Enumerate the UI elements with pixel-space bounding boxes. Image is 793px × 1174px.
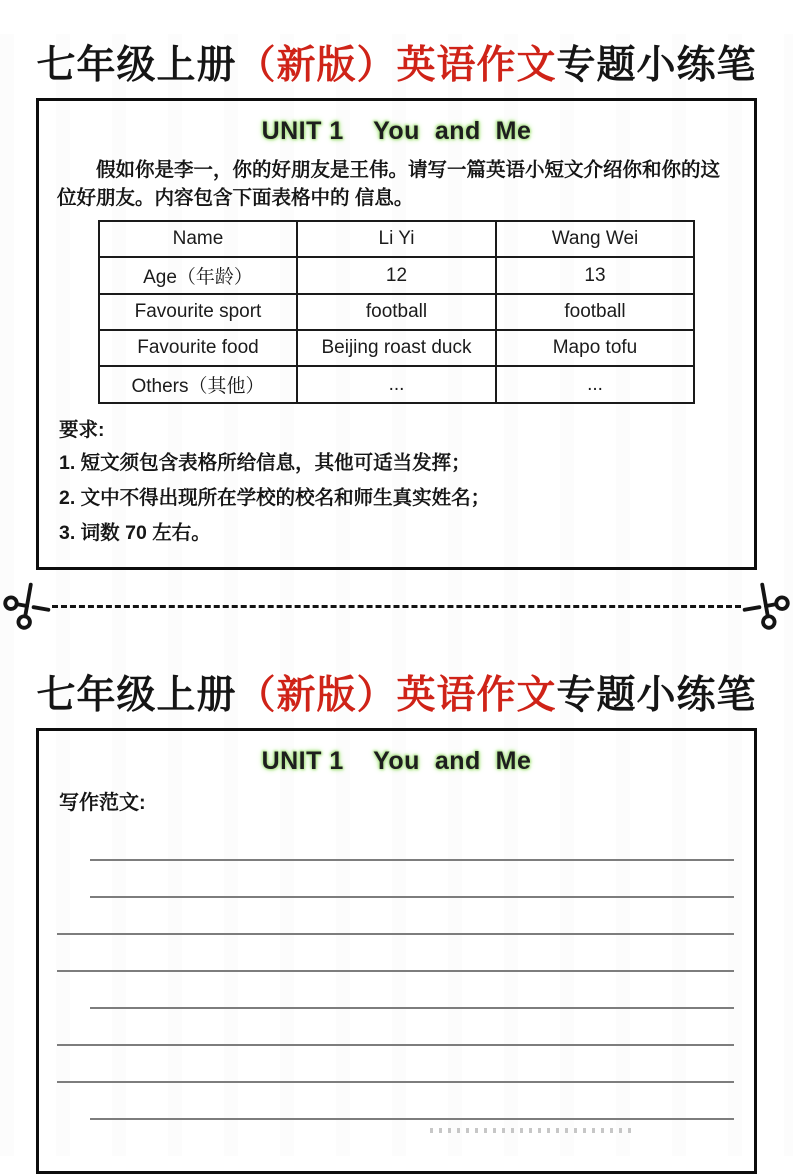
- page-title: [24, 664, 769, 720]
- table-cell: 13: [496, 257, 695, 294]
- title-part-red: （新版）英语作文: [236, 44, 557, 87]
- clipped-page-edge-text: [430, 1128, 635, 1133]
- table-row: [99, 221, 695, 257]
- requirement-item: 1. 短文须包含表格所给信息，其他可适当发挥；: [59, 452, 471, 474]
- table-cell: Favourite food: [99, 330, 298, 366]
- writing-line: [57, 933, 734, 935]
- writing-line: [90, 859, 734, 861]
- table-cell: football: [496, 294, 695, 330]
- table-cell: Wang Wei: [496, 221, 695, 257]
- table-cell: Favourite sport: [99, 294, 298, 330]
- model-essay-label: 写作范文:: [59, 792, 146, 814]
- answer-box: [36, 728, 757, 1174]
- table-cell: Mapo tofu: [496, 330, 695, 366]
- table-row: [99, 257, 695, 294]
- task-prompt: 假如你是李一，你的好朋友是王伟。请写一篇英语小短文介绍你和你的这位好朋友。内容包含下面表格中的 信息。: [57, 159, 721, 209]
- title-part-left: 七年级上册: [36, 674, 237, 717]
- task-box: [36, 98, 757, 570]
- table-cell: football: [297, 294, 496, 330]
- table-row: [99, 330, 695, 366]
- table-row: [99, 366, 695, 403]
- writing-line: [57, 1081, 734, 1083]
- table-cell: Name: [99, 221, 298, 257]
- writing-line: [90, 1007, 734, 1009]
- table-row: [99, 294, 695, 330]
- scissors-icon: [0, 574, 59, 638]
- title-part-right: 专题小练笔: [556, 674, 757, 717]
- table-cell: Li Yi: [297, 221, 496, 257]
- requirement-item: 3. 词数 70 左右。: [59, 522, 211, 544]
- table-cell: ...: [496, 366, 695, 403]
- table-cell: 12: [297, 257, 496, 294]
- info-table: [98, 220, 696, 404]
- writing-lines: [57, 859, 734, 1120]
- requirements-label: 要求:: [59, 419, 105, 441]
- table-cell: Age（年龄）: [99, 257, 298, 294]
- table-cell: Beijing roast duck: [297, 330, 496, 366]
- title-part-red: （新版）英语作文: [236, 674, 557, 717]
- table-cell: ...: [297, 366, 496, 403]
- page-title: [24, 34, 769, 90]
- title-part-left: 七年级上册: [36, 44, 237, 87]
- writing-line: [57, 970, 734, 972]
- title-part-right: 专题小练笔: [556, 44, 757, 87]
- info-table-body: [99, 221, 695, 403]
- writing-line: [90, 896, 734, 898]
- writing-line: [57, 1044, 734, 1046]
- unit-heading: UNIT 1 You and Me: [261, 117, 532, 145]
- table-cell: Others（其他）: [99, 366, 298, 403]
- unit-heading: UNIT 1 You and Me: [261, 747, 532, 775]
- requirement-item: 2. 文中不得出现所在学校的校名和师生真实姓名；: [59, 487, 491, 509]
- worksheet-page: [0, 34, 793, 1156]
- scissors-icon: [734, 574, 793, 638]
- cut-here-line: [4, 582, 789, 630]
- dashed-cut-rule: [52, 605, 741, 608]
- writing-line: [90, 1118, 734, 1120]
